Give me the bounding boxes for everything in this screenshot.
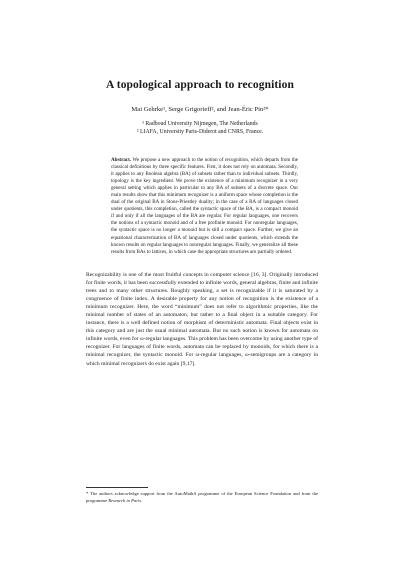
footnote — [86, 491, 318, 504]
abstract-heading: Abstract. — [111, 157, 132, 163]
footnote-rule — [86, 487, 148, 488]
body-paragraph: Recognizability is one of the most fruitful concepts in computer science [16, 3]. Originally introduced for finite words, it has been successfully extended to infinite words, general algebras, finite and infinite trees and to many other structures. Roughly speaking, a set is recognizable if it is saturated by a congruence of finite index. A desirable property for any notion of recognition is the existence of a minimum recognizer. Here, the word “minimum” does not refer to algorithmic properties, like the minimal number of states of an automaton, but rather to a final object in a suitable category. For instance, there is a well defined notion of morphism of deterministic automata. Final objects exist in this category and are just the usual minimal automata. But no such notion is known for automata on infinite words, even for ω-regular languages. This problem has been overcome by using another type of recognizer. For languages of finite words, automata can be replaced by monoids, for which there is a minimal recognizer, the syntactic monoid. For ω-regular languages, ω-semigroups are a category in which minimal recognizers do exist again [9,17]. — [86, 272, 318, 367]
footnote-text: * The authors acknowledge support from the AutoMathA programme of the European Science Foundation and from the programme — [86, 491, 318, 503]
abstract — [111, 157, 298, 256]
abstract-text: We propose a new approach to the notion of recognition, which departs from the classical definitions by three specific features. First, it does not rely on automata. Secondly, it applies to any Boolean algebra (BA) of subsets rather than to individual subsets. Thirdly, topology is the key ingredient. We prove the existence of a minimum recognizer in a very general setting which applies in particular to any BA of subsets of a discrete space. Our main results show that this minimum recognizer is a uniform space whose completion is the dual of the original BA in Stone-Priestley duality; in the case of a BA of languages closed under quotients, this completion, called the syntactic space of the BA, is a compact monoid if and only if all the languages of the BA are regular. For regular languages, one recovers the notions of a syntactic monoid and of a free profinite monoid. For nonregular languages, the syntactic space is no longer a monoid but is still a compact space. Further, we give an equational characterization of BA of languages closed under quotients, which extends the known results on regular languages to nonregular languages. Finally, we generalize all these results from BAs to lattices, in which case the appropriate structures are partially ordered. — [111, 157, 299, 255]
footnote-end: . — [141, 497, 143, 503]
footnote-emphasis: Research in Paris — [108, 497, 142, 503]
paper-title: A topological approach to recognition — [106, 79, 294, 91]
author-line: Mai Gehrke¹, Serge Grigorieff², and Jean-Éric Pin²* — [131, 106, 269, 113]
affiliation-1: ¹ Radboud University Nijmegen, The Netherlands — [142, 121, 258, 127]
affiliation-2: ² LIAFA, University Paris-Diderot and CNRS, France. — [136, 129, 264, 135]
